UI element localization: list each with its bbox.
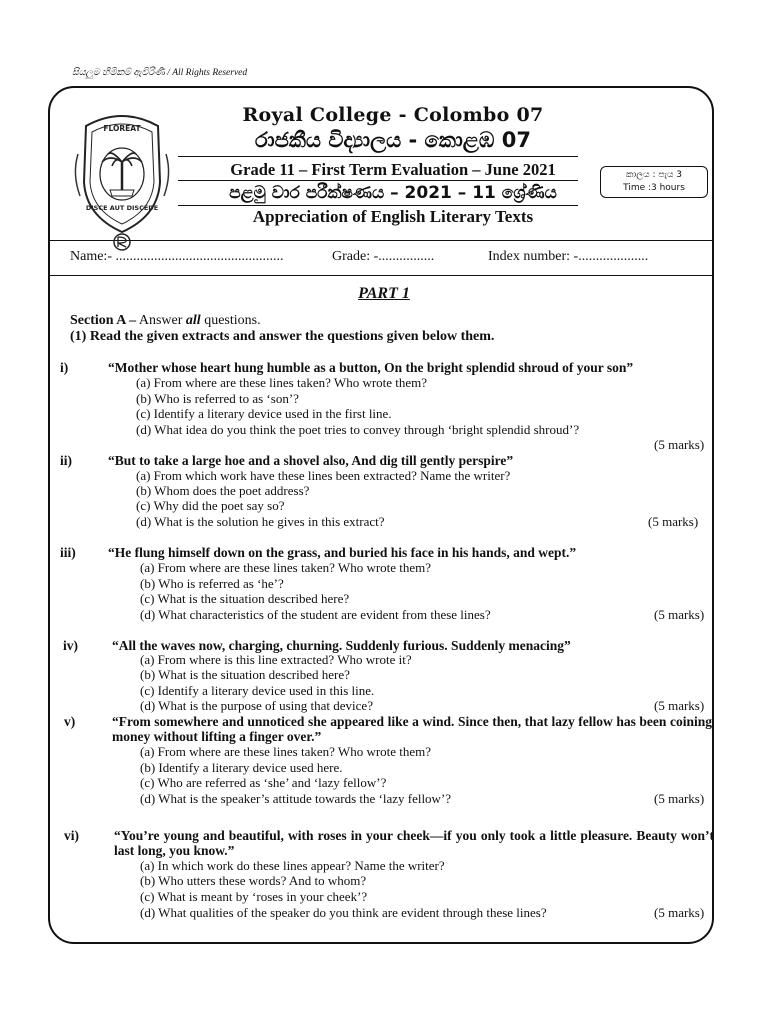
sub-question: (b) What is the situation described here? xyxy=(140,667,350,682)
name-field[interactable]: Name:- ................................................ xyxy=(70,249,284,264)
index-field[interactable]: Index number: -.................... xyxy=(488,249,649,264)
question-number: ii) xyxy=(60,453,72,468)
question-number: iv) xyxy=(63,638,78,653)
sub-question: (d) What is the solution he gives in this extract? xyxy=(136,514,385,529)
sub-question: (c) Who are referred as ‘she’ and ‘lazy fellow’? xyxy=(140,775,387,790)
time-box xyxy=(600,166,708,198)
question-number: vi) xyxy=(64,828,79,843)
section-text1: Answer xyxy=(136,313,186,328)
question-quote: “From somewhere and unnoticed she appeared like a wind. Since then, that lazy fellow has been coining money without lifting a finger over.” xyxy=(112,714,712,744)
sub-question: (c) Identify a literary device used in this line. xyxy=(140,683,375,698)
crest-floreat: FLOREAT xyxy=(103,124,141,133)
section-instruction: (1) Read the given extracts and answer the questions given below them. xyxy=(70,329,495,344)
marks-label: (5 marks) xyxy=(648,514,699,529)
sub-question: (c) Identify a literary device used in the first line. xyxy=(136,406,392,421)
sinhala-exam-line: පළමු වාර පරීක්ෂණය – 2021 – 11 ශ්‍රේණිය xyxy=(229,183,557,203)
grade-field[interactable]: Grade: -................ xyxy=(332,249,435,264)
question-quote: “Mother whose heart hung humble as a button, On the bright splendid shroud of your son” xyxy=(108,360,634,375)
sub-question: (d) What characteristics of the student are evident from these lines? xyxy=(140,607,491,622)
sub-question: (a) From where is this line extracted? Who wrote it? xyxy=(140,652,412,667)
underline-1 xyxy=(178,156,578,157)
sub-question: (d) What idea do you think the poet tries to convey through ‘bright splendid shroud’? xyxy=(136,422,580,437)
sub-question: (b) Who is referred as ‘he’? xyxy=(140,576,284,591)
section-emph: all xyxy=(185,313,201,328)
school-name-english: Royal College - Colombo 07 xyxy=(242,104,544,126)
section-text2: questions. xyxy=(200,313,261,328)
sub-question: (c) Why did the poet say so? xyxy=(136,498,285,513)
question-quote: “He flung himself down on the grass, and buried his face in his hands, and wept.” xyxy=(108,545,577,560)
question-quote: “You’re young and beautiful, with roses in your cheek—if you only took a little pleasure. Beauty won’t last long, you know.” xyxy=(114,828,714,858)
fields-divider xyxy=(50,275,712,276)
marks-label: (5 marks) xyxy=(654,698,705,713)
question-number: v) xyxy=(64,714,76,729)
question-quote: “But to take a large hoe and a shovel also, And dig till gently perspire” xyxy=(108,453,514,468)
underline-2 xyxy=(178,180,578,181)
sub-question: (a) From where are these lines taken? Who wrote them? xyxy=(140,560,432,575)
subject-title: Appreciation of English Literary Texts xyxy=(252,207,534,226)
rights-notice: සියලුම හිමිකම් ඇවිරිණි / All Rights Reserved xyxy=(72,68,248,78)
sub-question: (a) From where are these lines taken? Who wrote them? xyxy=(140,744,432,759)
sub-question: (c) What is the situation described here? xyxy=(140,591,350,606)
section-heading xyxy=(70,313,261,329)
sub-question: (a) In which work do these lines appear? Name the writer? xyxy=(140,858,445,873)
time-sinhala: කාලය : පැය 3 xyxy=(625,170,683,180)
school-name-sinhala: රාජකීය විද්‍යාලය - කොළඹ 07 xyxy=(255,128,531,152)
sub-question: (b) Whom does the poet address? xyxy=(136,483,310,498)
crest-motto: DISCE AUT DISCEDE xyxy=(85,204,159,212)
marks-label: (5 marks) xyxy=(654,905,705,920)
sub-question: (b) Who utters these words? And to whom? xyxy=(140,873,367,888)
college-crest-icon xyxy=(66,104,178,254)
sub-question: (d) What is the purpose of using that device? xyxy=(140,698,373,713)
section-label: Section A – xyxy=(70,313,137,328)
sub-question: (d) What is the speaker’s attitude towards the ‘lazy fellow’? xyxy=(140,791,452,806)
time-english: Time :3 hours xyxy=(623,183,685,193)
sub-question: (b) Identify a literary device used here. xyxy=(140,760,343,775)
question-quote: “All the waves now, charging, churning. Suddenly furious. Suddenly menacing” xyxy=(112,638,571,653)
sub-question: (b) Who is referred to as ‘son’? xyxy=(136,391,299,406)
question-number: iii) xyxy=(60,545,76,560)
underline-3 xyxy=(178,205,578,206)
marks-label: (5 marks) xyxy=(654,437,705,452)
sub-question: (d) What qualities of the speaker do you think are evident through these lines? xyxy=(140,905,547,920)
part-title: PART 1 xyxy=(358,285,410,302)
question-number: i) xyxy=(60,360,69,375)
sub-question: (c) What is meant by ‘roses in your cheek’? xyxy=(140,889,368,904)
sub-question: (a) From which work have these lines been extracted? Name the writer? xyxy=(136,468,511,483)
grade-line: Grade 11 – First Term Evaluation – June 2021 xyxy=(230,160,556,179)
sub-question: (a) From where are these lines taken? Who wrote them? xyxy=(136,375,428,390)
marks-label: (5 marks) xyxy=(654,607,705,622)
marks-label: (5 marks) xyxy=(654,791,705,806)
